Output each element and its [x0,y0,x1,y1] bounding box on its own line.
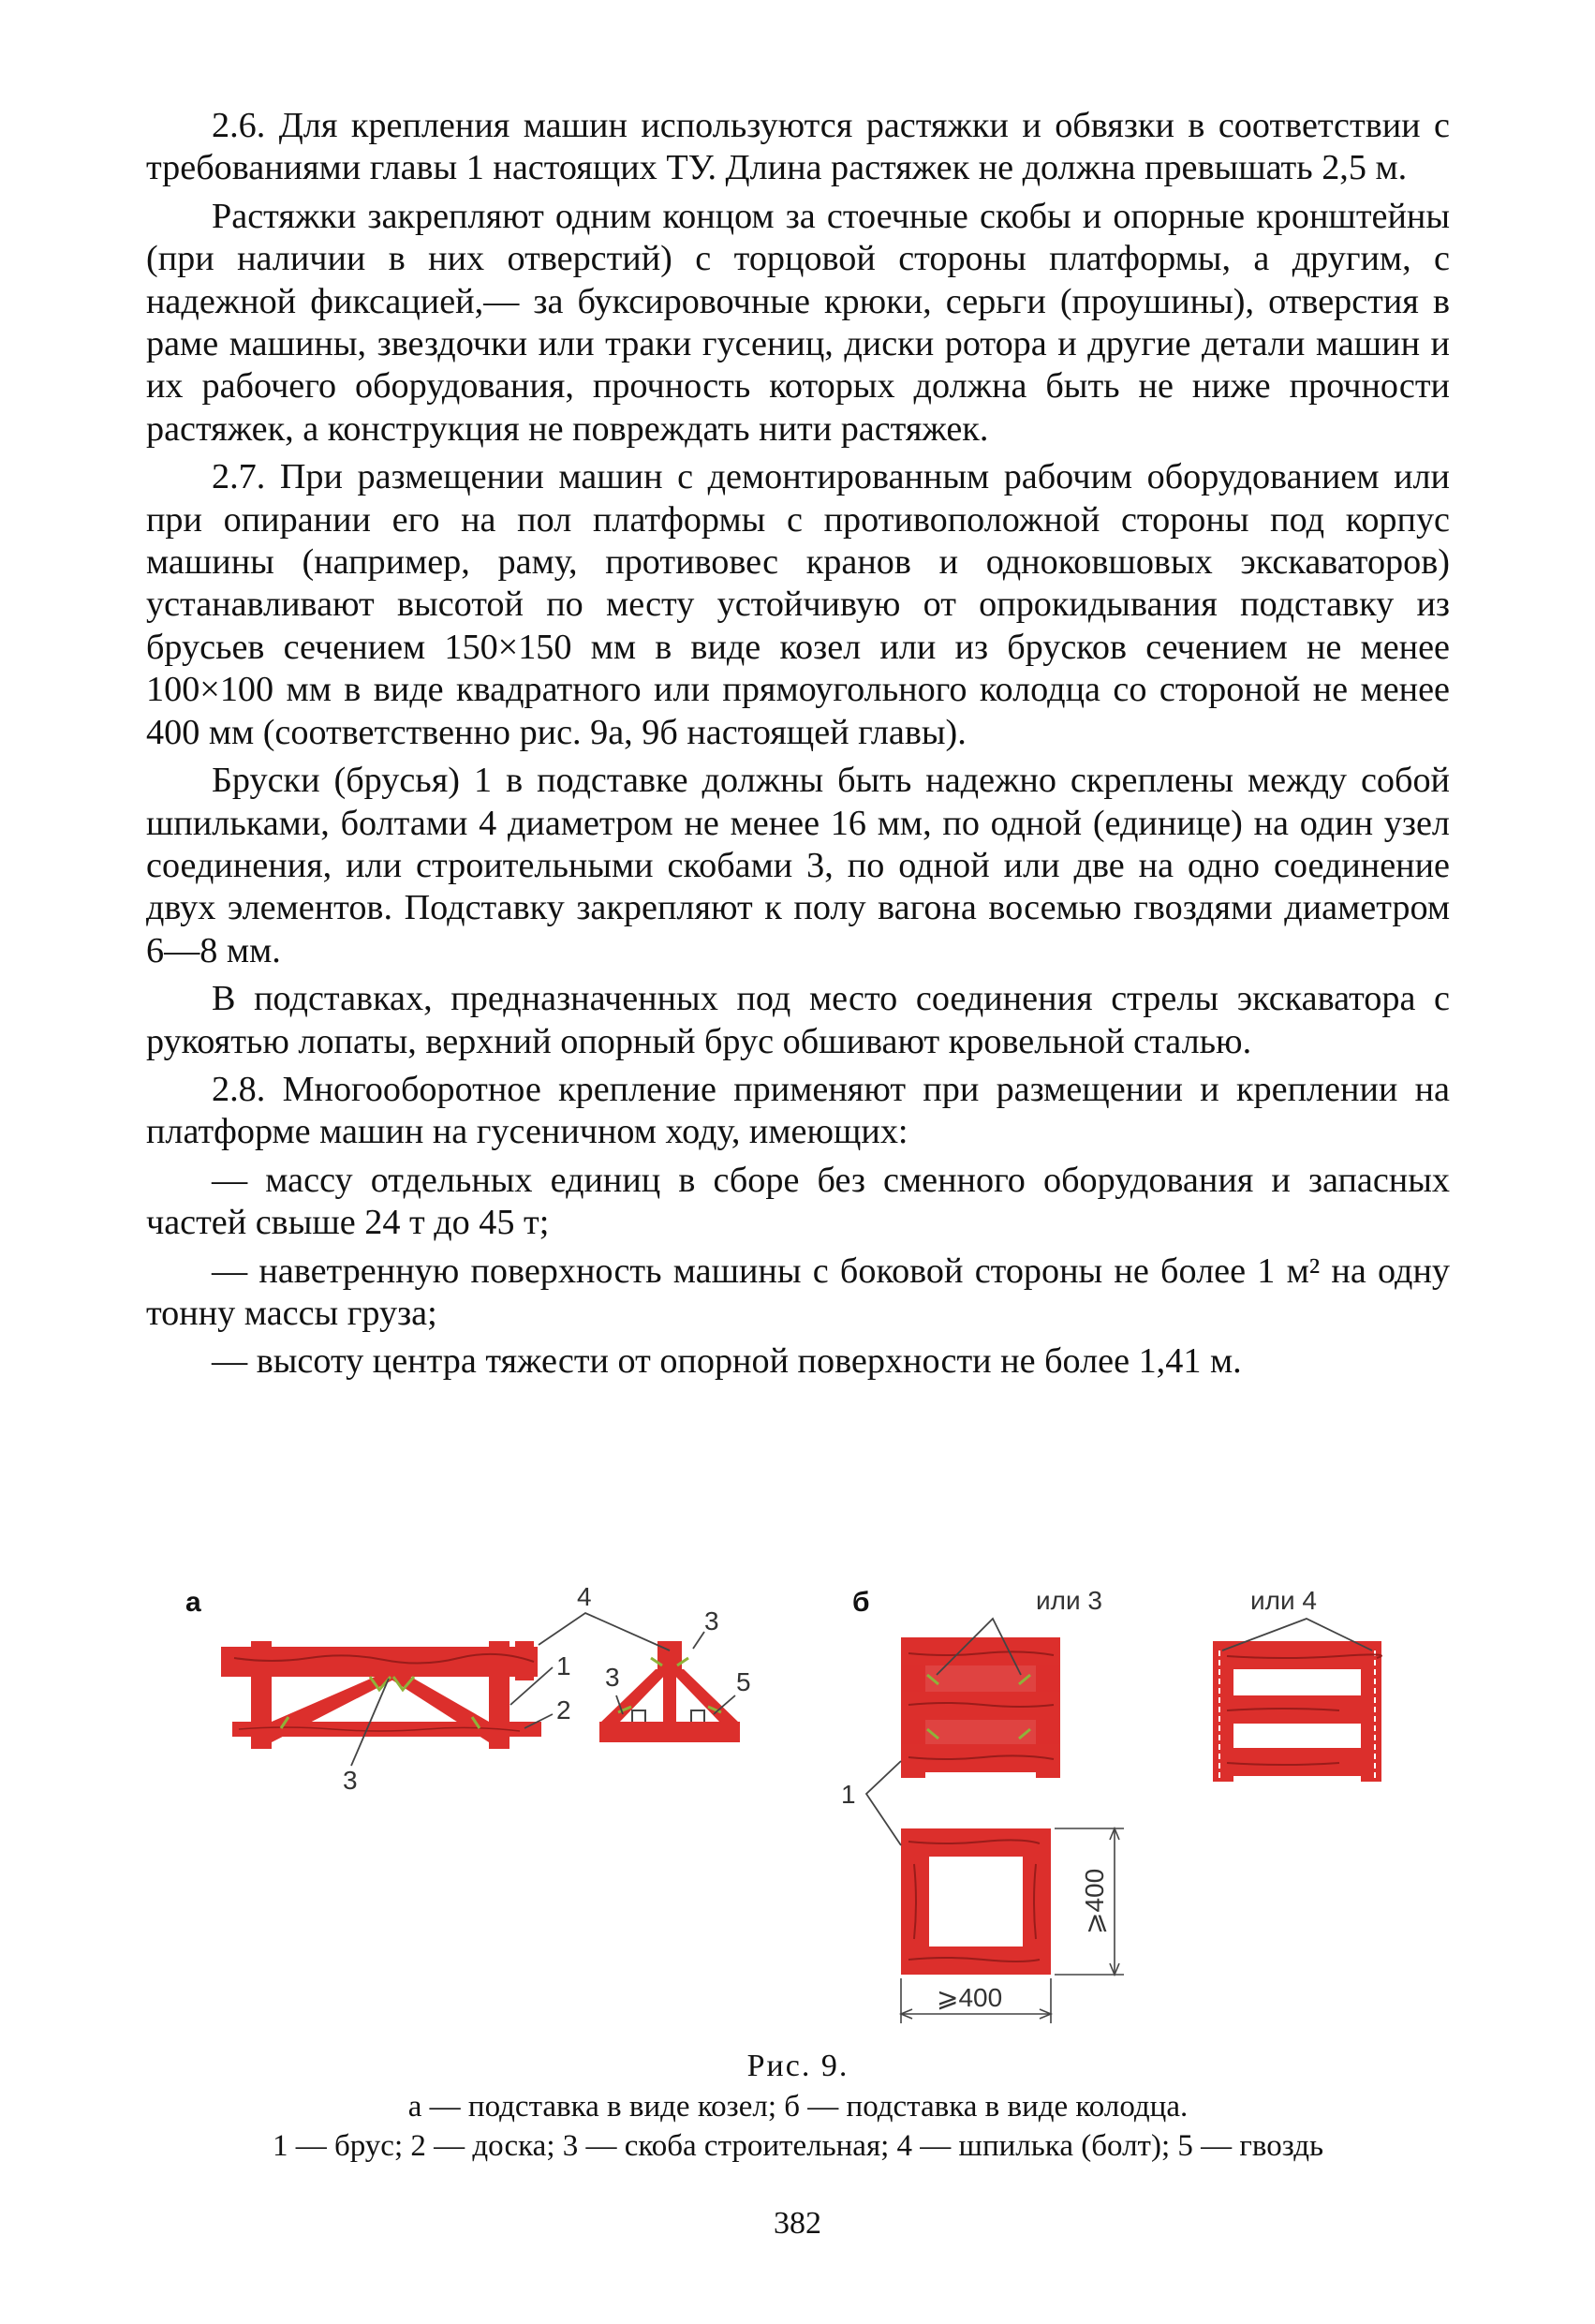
callout-1: 1 [841,1780,856,1809]
callout-1: 1 [556,1651,571,1680]
crib-plan-view [901,1828,1051,1975]
paragraph: — массу отдельных единиц в сборе без сменного оборудования и запасных частей свыше 24 т до 45 т; [146,1160,1450,1243]
trestle-end-view [599,1641,740,1742]
dimension-vertical: ⩾400 [1080,1868,1109,1934]
dimension-horizontal: ⩾400 [937,1983,1003,2012]
callout-or-3: или 3 [1036,1586,1102,1615]
figure-drawing [0,1564,1595,2033]
crib-stack-bolts [1213,1641,1381,1782]
paragraph: Растяжки закрепляют одним концом за стоечные скобы и опорные кронштейны (при наличии в них отверстий) с торцовой стороны платформы, а другим, с надежной фиксацией,— за буксировочные крюки, серьги (проушины), отверстия в раме машины, звездочки или траки гусениц, диски ротора и другие детали машин и их рабочего оборудования, прочность которых должна быть не ниже прочности растяжек, а конструкция не повреждать нити растяжек. [146,196,1450,449]
callout-3: 3 [605,1663,620,1692]
figure-caption-title: Рис. 9. [746,2049,849,2083]
page-number: 382 [774,2206,821,2241]
left-leg [251,1641,272,1749]
callout-or-4: или 4 [1250,1586,1317,1615]
right-leg [489,1641,510,1749]
body-text [146,105,1450,1389]
paragraph: 2.7. При размещении машин с демонтированным рабочим оборудованием или при опирании его на пол платформы с противоположной стороны под корпус машины (например, раму, противовес кранов и одноковшовых экскаваторов) устанавливают высотой по месту устойчивую от опрокидывания подставку из брусьев сечением 150×150 мм в виде козел или из брусков сечением не менее 100×100 мм в виде квадратного или прямоугольного колодца со стороной не менее 400 мм (соответственно рис. 9а, 9б настоящей главы). [146,457,1450,752]
end-center-post [663,1667,676,1724]
panel-b-label: б [852,1587,870,1618]
paragraph: Бруски (брусья) 1 в подставке должны быть надежно скреплены между собой шпильками, болтами 4 диаметром не менее 16 мм, по одной (единице) на один узел соединения, или строительными скобами 3, по одной или две на одно соединение двух элементов. Подставку закрепляют к полу вагона восемью гвоздями диаметром 6—8 мм. [146,761,1450,970]
figure-9 [0,1564,1595,2033]
callout-3: 3 [704,1606,719,1636]
paragraph: — высоту центра тяжести от опорной поверхности не более 1,41 м. [212,1341,1242,1382]
end-base [599,1722,740,1742]
paragraph: — наветренную поверхность машины с боковой стороны не более 1 м² на одну тонну массы груза; [146,1251,1450,1333]
callout-5: 5 [736,1667,751,1696]
figure-caption-line-a: а — подставка в виде козел; б — подставка в виде колодца. [407,2090,1189,2124]
callout-3: 3 [343,1766,358,1795]
paragraph: 2.8. Многооборотное крепление применяют при размещении и креплении на платформе машин на гусеничном ходу, имеющих: [146,1069,1450,1152]
paragraph: В подставках, предназначенных под место соединения стрелы экскаватора с рукоятью лопаты, верхний опорный брус обшивают кровельной сталью. [146,979,1450,1061]
crib-stack-staples [901,1637,1060,1778]
figure-caption-line-b: 1 — брус; 2 — доска; 3 — скоба строительная; 4 — шпилька (болт); 5 — гвоздь [272,2129,1324,2163]
callout-2: 2 [556,1695,571,1724]
paragraph: 2.6. Для крепления машин используются растяжки и обвязки в соответствии с требованиями главы 1 настоящих ТУ. Длина растяжек не должна превышать 2,5 м. [146,106,1450,188]
panel-a-label: а [185,1587,201,1618]
callout-4: 4 [577,1582,592,1611]
